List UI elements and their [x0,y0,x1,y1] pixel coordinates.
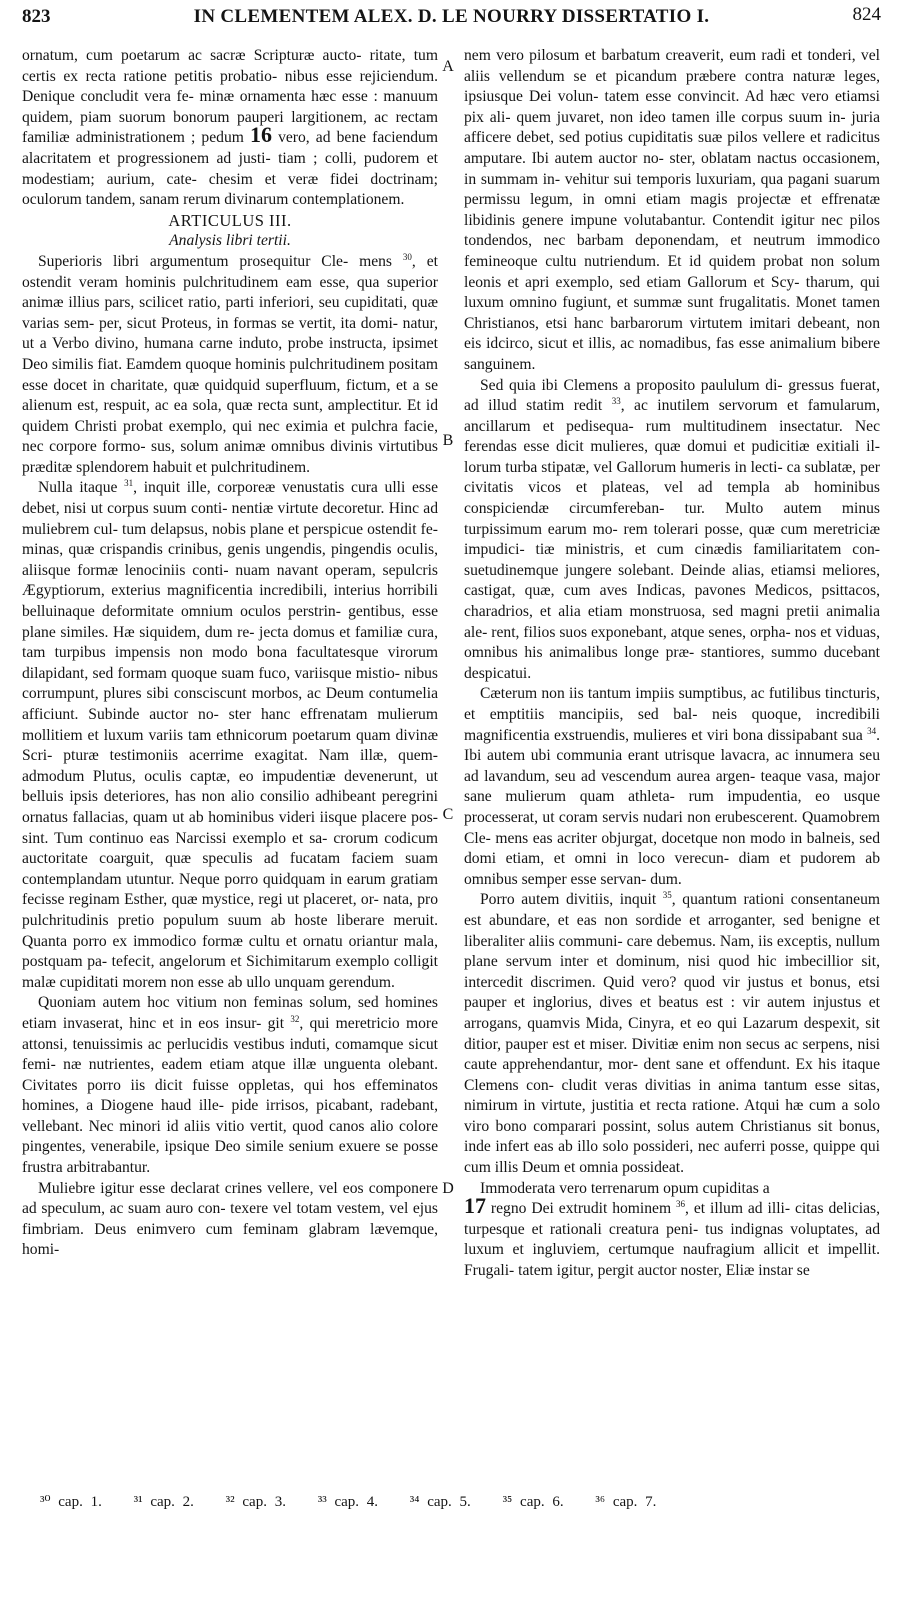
paragraph [22,478,438,993]
text-run: Sed quia ibi Clemens a proposito paululum di- gressus fuerat, ad illud statim redit [464,376,880,415]
footnote-ref: 31 [124,478,134,489]
paragraph [464,890,880,1178]
section-subtitle: Analysis libri tertii. [169,232,291,250]
footnote: ³¹ cap. 2. [133,1494,194,1510]
text-run: vero, ad bene faciendum alacritatem et progressionem ad justi- tiam ; colli, pudorem et modestiam; aurium, cate- chesim et veræ fidei doctrinam; oculorum tandem, sanam rerum divinarum contemplationem. [22,129,438,209]
paragraph [22,46,438,211]
text-run: Immoderata vero terrenarum opum cupiditas a [480,1179,770,1197]
text-run: regno Dei extrudit hominem [490,1200,672,1218]
footnote: ³² cap. 3. [225,1494,286,1510]
text-run: Porro autem divitiis, inquit [480,891,657,909]
text-run: . Ibi autem ubi communia erant utrisque lavacra, ac innumera seu ad lavandum, seu ad vescendum aurea argen- teaque vasa, major sane mulierum quam athleta- rum impudentia, eo usque processerat, ut coram servis nudari non erubescerent. Quamobrem Cle- mens eas acriter objurgat, docetque non modo in balneis, sed domi etiam, et omni in loco verecun- diam et pudorem ab omnibus semper esse servan- dum. [464,726,880,888]
running-title: IN CLEMENTEM ALEX. D. LE NOURRY DISSERTATIO I. [193,6,710,27]
text-run: , et ostendit veram hominis pulchritudinem eam esse, qua superior animæ illius pars, scilicet ratio, parti inferiori, seu cupiditati, quæ varias sem- per, sicut Proteus, in formas se vertit, ita domi- natur, ut a Verbo divino, humana carne induto, probe instructa, ipsimet Deo similis fiat. Eamdem quoque hominis pulchritudinem positam esse docet in charitate, quæ quidquid superfluum, fictum, et a se alienum est, respuit, ac ea sola, quæ recta sunt, amplectitur. Et id quidem Christi probat exemplo, qui nec eximia et pulchra facie, nec corpore formo- sus, solum animæ omnibus divinis virtutibus præditæ splendorem habuit et pulchritudinem. [22,252,438,476]
footnote: ³⁰ cap. 1. [40,1494,102,1510]
paragraph [464,1179,880,1282]
text-run: , quantum rationi consentaneum est abundare, et eas non sordide et arroganter, sed benigne et liberaliter aliis communi- care debemus. Nam, iis exceptis, nullum plane servum inter et dominum, nisi quod hic imbecillior sit, intercedit discrimen. Quid vero? quod vir justus et bonus, etsi pauper et inglorius, dives et beatus est : vir autem injustus et arrogans, quamvis Mida, Cinyra, et eo qui Lazarum despexit, sit ditior, pauper est et miser. Divitiæ enim non secus ac serpens, nisi caute apprehendantur, mor- dent sane et offendunt. Ex his itaque Clemens con- cludit veras divitias in anima tantum esse sitas, nimirum in virtute, justitia et recta ratione. Atqui hæ cum a solo viro bono comparari possint, solus autem Christianus sit bonus, inde infert eas ab illo solo possideri, nec auferri posse, quippe qui cum illis Deum et omnia possideat. [464,891,880,1177]
footnote-ref: 35 [662,890,672,901]
left-column [22,46,438,1261]
footnote-ref: 30 [402,251,412,262]
text-run: Nulla itaque [38,479,118,497]
text-run: Superioris libri argumentum prosequitur Cle- mens [38,252,392,270]
margin-letter-b: B [442,432,454,449]
paragraph [22,252,438,479]
margin-letter-c: C [442,806,454,823]
text-run: , ac inutilem servorum et famularum, ancillarum et pedisequa- rum multitudinem insectatur. Nec ferendas esse dicit mulieres, quæ domui et pudicitiæ exitiali il- lorum turba stipatæ, vel Gallorum humeris in lecti- ca sublatæ, per civitatis vicos et plateas, vel ad templa ab hominibus conspiciendæ circumfereban- tur. Multo autem minus turpissimum earum mo- rem tolerari posse, quæ cum meretriciæ impudici- tiæ ministris, et cum cinædis familiaritatem con- suetudinemque jungere solebant. Deinde alias, etiamsi meliores, castigat, quæ, cum aves Indicas, pavones Medicos, psittacos, charadrios, et alia etiam monstruosa, sed magni pretii animalia ale- rent, filios suos exponebant, atque senes, orpha- nos et viduas, omnibus his animalibus longe præ- stantiores, summo ducebant despicatui. [464,397,881,682]
paragraph: nem vero pilosum et barbatum creaverit, eum radi et tonderi, vel aliis vellendum se et picandum præbere contra naturæ leges, ipsiusque Dei volun- tatem esse convincit. Ad hæc vero etiamsi pix ali- quem juvaret, non ideo tamen ille corpus suum in- juria afficere debet, sed potius cupiditatis suæ pilos vellere et radicitus amputare. Ibi autem auctor no- ster, oblatam nactus occasionem, in summam in- vehitur sui temporis luxuriam, qua pagani suarum permissu legum, in omni etiam magis projectæ et effrenatæ libidinis genere impune volutabantur. Contendit igitur nec pilos tondendos, nec barbam deponendam, et neutrum immodico femineoque cultu nutriendum. Et id quidem probat non solum leonis et apri exemplo, sed etiam Gallorum et Scy- tharum, qui luxum omnino fugiunt, et summæ sunt frugalitatis. Monet tamen Christianos, etsi hanc barbarorum virtutem imitari debeant, non eis idcirco, sicut et illis, ac nomadibus, fas esse animalium bibere sanguinem. [464,47,880,373]
paragraph [22,993,438,1178]
text-run: , qui meretricio more attonsi, tenuissimis ac perlucidis vestibus induti, comamque sicut femi- næ nutrientes, eadem etiam atque illæ unguenta olebant. Civitates porro iis dicit fuisse oppletas, qui hos effeminatos homines, a Diogene haud ille- pide irrisos, picabant, radebant, vellebant. Nec minori id aliis vitio vertit, quod canos alio colore pingentes, venerabile, ipsique Deo simile senium exuere se posse frustra arbitrabantur. [22,1014,438,1177]
text-run: Quoniam autem hoc vitium non feminas solum, sed homines etiam invaserat, hinc et in eos insur- git [22,994,438,1032]
column-marker: 17 [464,1193,486,1219]
footnote-ref: 34 [867,725,877,736]
section-title: ARTICULUS III. [168,210,292,230]
footnote: ³⁵ cap. 6. [502,1494,564,1510]
page-number-left: 823 [22,6,51,27]
text-run: , inquit ille, corporeæ venustatis cura ulli esse debet, nisi ut corpus suum conti- nentiæ virtute decoretur. Hinc ad muliebrem cul- tum delapsus, nobis plane et perspicue ostendit fe- minas, quæ crispandis crinibus, genis ungendis, pingendis oculis, aliisque formæ lenociniis conti- nuam navant operam, sepulcris Ægyptiorum, exterius magnificentia incredibili, interius horribili belluinaque deformitate omnium oculos perstrin- gentibus, esse plane similes. Hæ siquidem, dum re- jecta domus et familiæ cura, tam turpibus impensis non modo bona facultatesque virorum dilapidant, sed formam quoque suam fuco, variisque mistio- nibus corrumpunt, plures sibi consciscunt morbos, ac Deum contumelia afficiunt. Subinde auctor no- ster hanc effrenatam mulierum mollitiem et luxum variis tam ethnicorum poetarum quam divinæ Scri- pturæ testimoniis acerrime exagitat. Nam illæ, quem- admodum Plutus, oculis captæ, eo impudentiæ devenerunt, ut belluis ipsis deteriores, has non alio consilio adhibeant peregrini ornatus fallacias, quam ut ab hominibus videri iisque placere pos- sint. Tum continuo eas Narcissi exemplo et sa- crorum codicum auctoritate coarguit, quæ speculis ad fucatam faciem suam contemplandam utuntur. Neque porro quidquam in earum gratiam fecisse reginam Esther, quæ mystice, regi ut placeret, or- nata, pro pulchritudinis pretio populum suum ab hoste liberare meruit. Quanta porro ex immodico formæ cultu et ornatu oriantur mala, postquam pa- tefecit, angelorum et Sichimitarum exemplo colligit malæ cupiditati morem non esse ab ullo unquam gerendum. [22,479,438,991]
footnote-ref: 33 [611,395,621,406]
running-header [22,6,881,36]
footnote: ³³ cap. 4. [317,1494,379,1510]
paragraph [464,684,880,890]
footnote-ref: 36 [676,1199,686,1210]
text-run: Muliebre igitur esse declarat crines vellere, vel eos componere ad speculum, ac suam auro con- texere vel totam vestem, vel ejus fimbriam. Deus enimvero cum feminam glabram lævemque, homi- [22,1179,438,1259]
footnote: ³⁴ cap. 5. [409,1494,471,1510]
footnote-ref: 32 [290,1013,300,1024]
text-run: Cæterum non iis tantum impiis sumptibus, ac futilibus tincturis, et emptitiis mancipiis, sed bal- neis quoque, incredibili magnificentia exstruendis, mulieres et viri bona dissipabant sua [464,685,880,744]
margin-letter-d: D [442,1180,454,1197]
margin-letter-a: A [442,58,454,75]
column-marker: 16 [249,122,272,148]
right-column [464,46,880,1282]
text-run: , et illum ad illi- citas delicias, turpesque et rationali creatura peni- tus indignas voluptates, ad luxum et ingluviem, certumque naufragium allicit et impellit. Frugali- tatem igitur, pergit auctor noster, Eliæ instar se [464,1200,880,1280]
footnote: ³⁶ cap. 7. [595,1494,657,1510]
paragraph [22,1179,438,1261]
footnotes [40,1492,860,1511]
text-run: ornatum, cum poetarum ac sacræ Scripturæ aucto- ritate, tum certis ex recta ratione petitis probatio- nibus esse rejiciendum. Denique concludit vera fe- minæ ornamenta hæc esse : manuum quidem, piam suorum bonorum pauperi largitionem, ac rectam familiæ administrationem ; pedum [22,47,438,147]
paragraph [464,376,880,685]
page-number-right: 824 [852,4,881,25]
